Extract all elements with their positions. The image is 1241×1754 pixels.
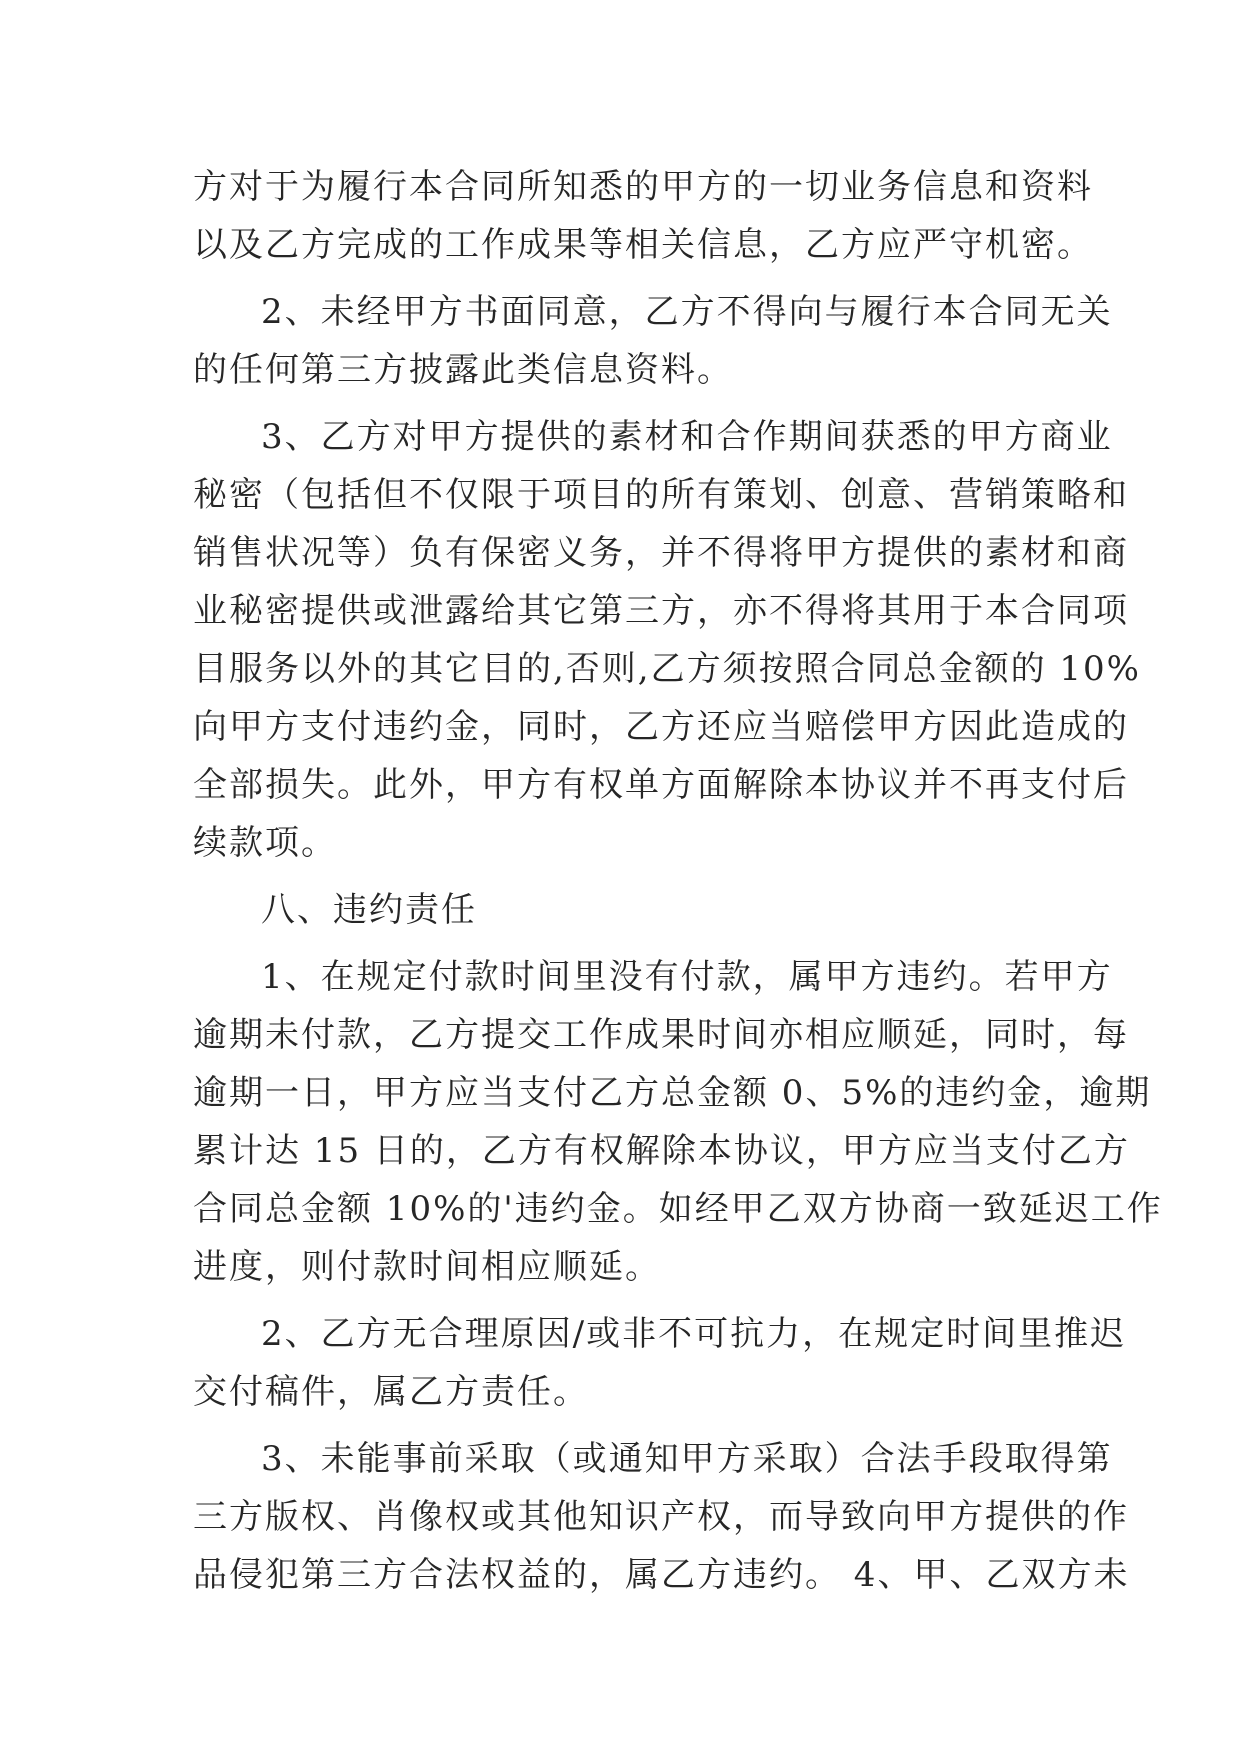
text-line: 2、未经甲方书面同意，乙方不得向与履行本合同无关 bbox=[261, 292, 1113, 332]
text-line: 逾期一日，甲方应当支付乙方总金额 0、5%的违约金，逾期 bbox=[193, 1073, 1152, 1113]
text-line: 以及乙方完成的工作成果等相关信息，乙方应严守机密。 bbox=[193, 225, 1093, 265]
text-line: 3、未能事前采取（或通知甲方采取）合法手段取得第 bbox=[261, 1439, 1113, 1479]
document-body bbox=[193, 158, 1163, 1604]
text-line: 向甲方支付违约金，同时，乙方还应当赔偿甲方因此造成的 bbox=[193, 707, 1129, 747]
text-line: 交付稿件，属乙方责任。 bbox=[193, 1372, 589, 1412]
text-line: 品侵犯第三方合法权益的，属乙方违约。 4、甲、乙双方未 bbox=[193, 1555, 1130, 1595]
paragraph-clause-3 bbox=[193, 408, 1141, 872]
text-line: 1、在规定付款时间里没有付款，属甲方违约。若甲方 bbox=[261, 957, 1113, 997]
text-line: 续款项。 bbox=[193, 823, 337, 863]
text-line: 合同总金额 10%的'违约金。如经甲乙双方协商一致延迟工作 bbox=[193, 1189, 1163, 1229]
text-line: 方对于为履行本合同所知悉的甲方的一切业务信息和资料 bbox=[193, 167, 1093, 207]
section-heading-breach-liability bbox=[193, 881, 1055, 939]
text-line: 逾期未付款，乙方提交工作成果时间亦相应顺延，同时，每 bbox=[193, 1015, 1129, 1055]
paragraph-clause-2 bbox=[193, 283, 1113, 399]
text-line: 销售状况等）负有保密义务，并不得将甲方提供的素材和商 bbox=[193, 533, 1129, 573]
text-line: 三方版权、肖像权或其他知识产权，而导致向甲方提供的作 bbox=[193, 1497, 1129, 1537]
paragraph-breach-1 bbox=[193, 948, 1163, 1296]
text-line: 3、乙方对甲方提供的素材和合作期间获悉的甲方商业 bbox=[261, 417, 1113, 457]
paragraph-breach-3 bbox=[193, 1430, 1130, 1604]
text-line: 目服务以外的其它目的,否则,乙方须按照合同总金额的 10% bbox=[193, 649, 1141, 689]
text-line: 2、乙方无合理原因/或非不可抗力，在规定时间里推迟 bbox=[261, 1314, 1127, 1354]
text-line: 累计达 15 日的，乙方有权解除本协议，甲方应当支付乙方 bbox=[193, 1131, 1130, 1171]
paragraph-breach-2 bbox=[193, 1305, 1127, 1421]
text-line: 的任何第三方披露此类信息资料。 bbox=[193, 350, 733, 390]
text-line: 业秘密提供或泄露给其它第三方，亦不得将其用于本合同项 bbox=[193, 591, 1129, 631]
heading-line: 八、违约责任 bbox=[261, 890, 477, 930]
text-line: 进度，则付款时间相应顺延。 bbox=[193, 1247, 661, 1287]
text-line: 全部损失。此外，甲方有权单方面解除本协议并不再支付后 bbox=[193, 765, 1129, 805]
paragraph-confidentiality-continuation bbox=[193, 158, 1093, 274]
text-line: 秘密（包括但不仅限于项目的所有策划、创意、营销策略和 bbox=[193, 475, 1129, 515]
